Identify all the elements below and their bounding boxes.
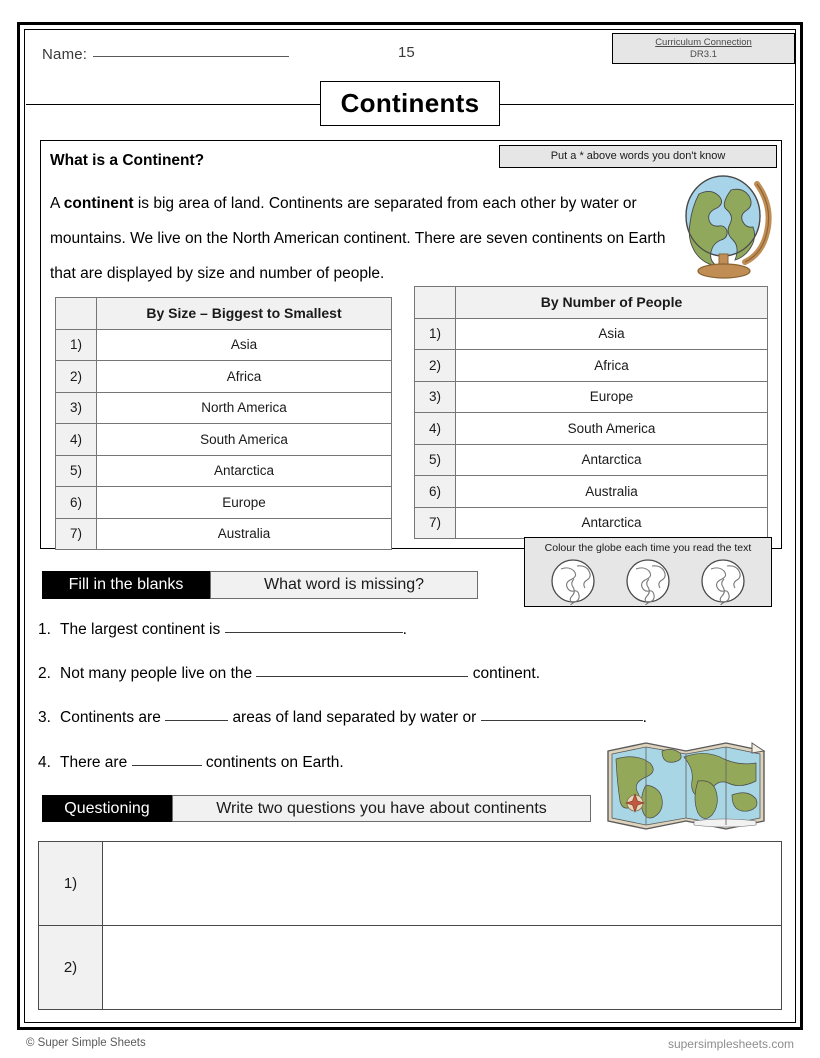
globe-outline-icon[interactable] xyxy=(624,557,672,605)
reading-heading: What is a Continent? xyxy=(50,152,205,169)
question-answer-area[interactable] xyxy=(103,842,782,926)
fill-blank-question-2 xyxy=(38,663,540,683)
table-row xyxy=(56,392,392,424)
question-text-after: . xyxy=(402,621,407,638)
answer-blank[interactable] xyxy=(225,619,403,633)
name-field-row xyxy=(42,44,289,63)
curriculum-connection-box xyxy=(612,33,795,64)
colour-globe-tracker-box xyxy=(524,537,772,607)
colour-globe-row xyxy=(525,555,771,605)
footer-copyright: © Super Simple Sheets xyxy=(26,1037,146,1049)
table-row xyxy=(415,350,768,382)
table-row xyxy=(56,518,392,550)
fill-in-blanks-section-label: Fill in the blanks xyxy=(42,571,210,599)
questioning-section-label: Questioning xyxy=(42,795,172,822)
curriculum-connection-title: Curriculum Connection xyxy=(655,37,752,48)
row-number: 3) xyxy=(415,381,456,413)
continent-name: Australia xyxy=(456,476,768,508)
continent-name: Europe xyxy=(456,381,768,413)
answer-blank[interactable] xyxy=(481,707,643,721)
globe-illustration-icon xyxy=(679,168,775,280)
by-people-corner-cell xyxy=(415,287,456,319)
question-answer-area[interactable] xyxy=(103,926,782,1010)
answer-blank[interactable] xyxy=(165,707,228,721)
continent-name: Europe xyxy=(97,487,392,519)
row-number: 4) xyxy=(56,424,97,456)
question-number: 1. xyxy=(38,621,51,638)
by-size-corner-cell xyxy=(56,298,97,330)
continent-name: Asia xyxy=(456,318,768,350)
question-row-number: 1) xyxy=(39,842,103,926)
row-number: 6) xyxy=(56,487,97,519)
fill-in-blanks-prompt: What word is missing? xyxy=(210,571,478,599)
question-text-after: continents on Earth. xyxy=(205,754,344,771)
continent-name: Africa xyxy=(456,350,768,382)
paragraph-text-1: A xyxy=(50,195,64,212)
world-map-illustration-icon xyxy=(602,737,770,835)
table-row xyxy=(56,424,392,456)
row-number: 5) xyxy=(415,444,456,476)
question-text-before: Not many people live on the xyxy=(60,665,253,682)
question-row-number: 2) xyxy=(39,926,103,1010)
continent-name: South America xyxy=(456,413,768,445)
question-number: 2. xyxy=(38,665,51,682)
by-people-table-body xyxy=(415,287,768,539)
continent-name: Africa xyxy=(97,361,392,393)
globe-outline-icon[interactable] xyxy=(549,557,597,605)
continent-name: North America xyxy=(97,392,392,424)
row-number: 2) xyxy=(56,361,97,393)
table-row xyxy=(415,318,768,350)
continent-name: Antarctica xyxy=(456,444,768,476)
continent-name: Australia xyxy=(97,518,392,550)
footer-website: supersimplesheets.com xyxy=(667,1037,794,1051)
page-number: 15 xyxy=(398,44,415,61)
continents-by-size-table xyxy=(55,297,392,550)
continent-name: Asia xyxy=(97,329,392,361)
fill-blank-question-1 xyxy=(38,619,407,639)
table-row xyxy=(415,444,768,476)
question-text-mid: areas of land separated by water or xyxy=(232,709,477,726)
table-row xyxy=(415,413,768,445)
row-number: 1) xyxy=(415,318,456,350)
questioning-prompt: Write two questions you have about continents xyxy=(172,795,591,822)
question-text-before: There are xyxy=(60,754,128,771)
question-number: 4. xyxy=(38,754,51,771)
question-text-before: The largest continent is xyxy=(60,621,221,638)
question-text-after: . xyxy=(642,709,647,726)
name-input-line[interactable] xyxy=(93,44,289,57)
question-text-after: continent. xyxy=(472,665,540,682)
table-row xyxy=(415,381,768,413)
paragraph-text-2: is big area of land. Continents are separated from each other by water or mountains. We live on the North American continent. There are seven continents on Earth that are displayed by size and number of people. xyxy=(50,195,666,282)
table-row xyxy=(39,926,782,1010)
page-title: Continents xyxy=(320,81,500,126)
by-size-table-body xyxy=(56,298,392,550)
table-row xyxy=(415,476,768,508)
question-text-before: Continents are xyxy=(60,709,161,726)
question-number: 3. xyxy=(38,709,51,726)
row-number: 7) xyxy=(56,518,97,550)
fill-blank-question-4 xyxy=(38,752,344,772)
table-row xyxy=(415,507,768,539)
paragraph-bold-term: continent xyxy=(63,195,134,212)
table-row xyxy=(39,842,782,926)
name-label: Name: xyxy=(42,46,88,63)
questions-table-body xyxy=(39,842,782,1010)
reading-paragraph xyxy=(50,186,675,291)
table-header-row xyxy=(56,298,392,330)
by-people-header: By Number of People xyxy=(456,287,768,319)
fill-blank-question-3 xyxy=(38,707,647,727)
answer-blank[interactable] xyxy=(256,663,468,677)
table-row xyxy=(56,329,392,361)
answer-blank[interactable] xyxy=(132,752,202,766)
row-number: 4) xyxy=(415,413,456,445)
curriculum-connection-code: DR3.1 xyxy=(690,49,717,60)
globe-outline-icon[interactable] xyxy=(699,557,747,605)
row-number: 3) xyxy=(56,392,97,424)
row-number: 2) xyxy=(415,350,456,382)
questions-answer-table xyxy=(38,841,782,1010)
continent-name: South America xyxy=(97,424,392,456)
table-header-row xyxy=(415,287,768,319)
table-row xyxy=(56,361,392,393)
vocabulary-hint-box: Put a * above words you don't know xyxy=(499,145,777,168)
colour-globe-label: Colour the globe each time you read the text xyxy=(544,542,752,554)
table-row xyxy=(56,455,392,487)
table-row xyxy=(56,487,392,519)
continents-by-population-table xyxy=(414,286,768,539)
row-number: 7) xyxy=(415,507,456,539)
continent-name: Antarctica xyxy=(456,507,768,539)
by-size-header: By Size – Biggest to Smallest xyxy=(97,298,392,330)
row-number: 1) xyxy=(56,329,97,361)
row-number: 5) xyxy=(56,455,97,487)
continent-name: Antarctica xyxy=(97,455,392,487)
row-number: 6) xyxy=(415,476,456,508)
